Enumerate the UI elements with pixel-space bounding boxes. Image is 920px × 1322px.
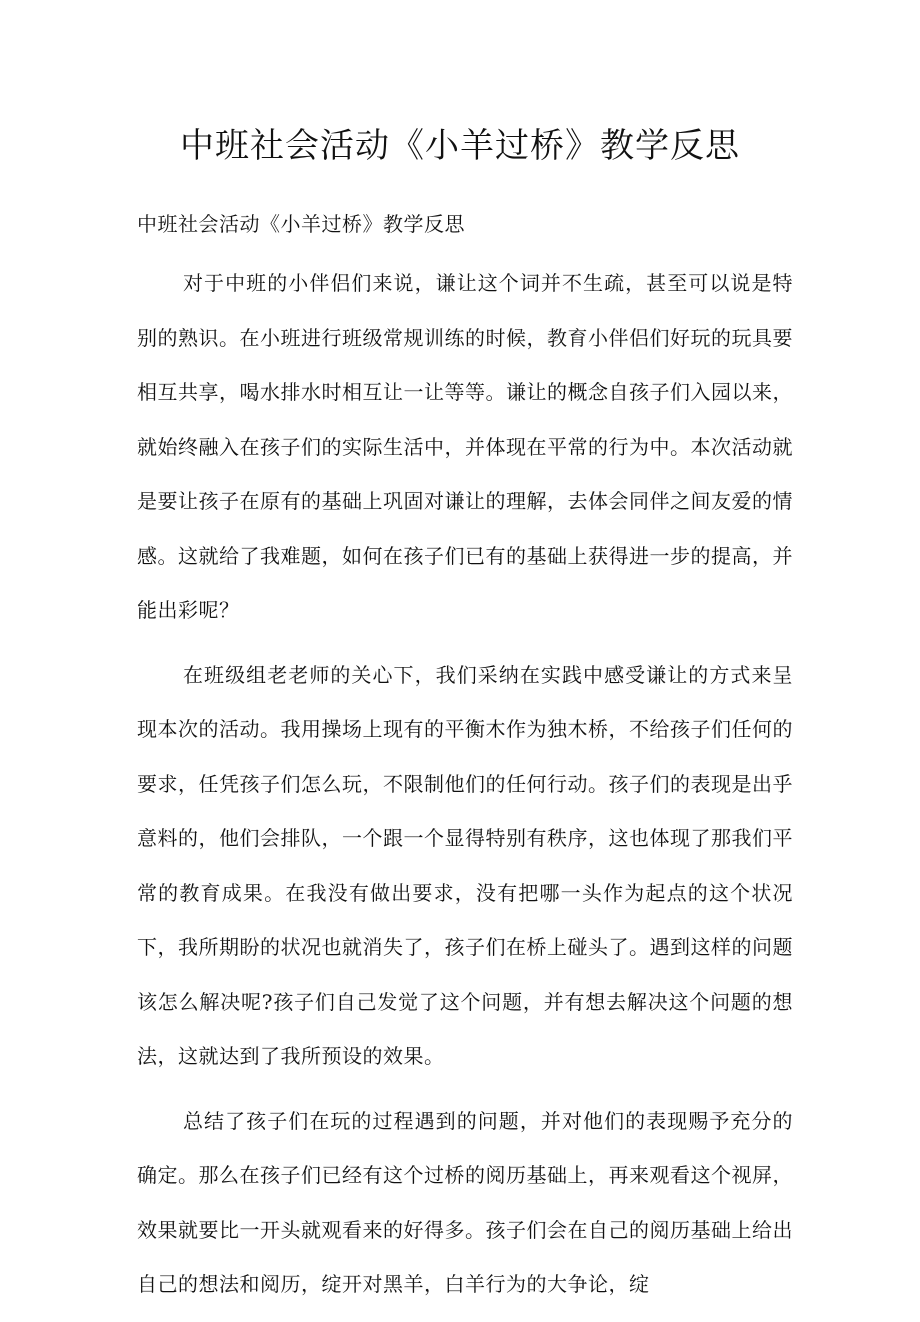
paragraph-2: 在班级组老老师的关心下，我们采纳在实践中感受谦让的方式来呈现本次的活动。我用操场上现有的平衡木作为独木桥，不给孩子们任何的要求，任凭孩子们怎么玩，不限制他们的任何行动。孩子们的表现是出乎意料的，他们会排队，一个跟一个显得特别有秩序，这也体现了那我们平常的教育成果。在我没有做出要求，没有把哪一头作为起点的这个状况下，我所期盼的状况也就消失了，孩子们在桥上碰头了。遇到这样的问题该怎么解决呢?孩子们自己发觉了这个问题，并有想去解决这个问题的想法，这就达到了我所预设的效果。 [137,662,793,1068]
document-body [137,200,793,1322]
document-subtitle: 中班社会活动《小羊过桥》教学反思 [137,212,465,236]
paragraph-3: 总结了孩子们在玩的过程遇到的问题，并对他们的表现赐予充分的确定。那么在孩子们已经有这个过桥的阅历基础上，再来观看这个视屏，效果就要比一开头就观看来的好得多。孩子们会在自己的阅历基础上给出自己的想法和阅历，绽开对黑羊，白羊行为的大争论，绽 [137,1108,793,1296]
paragraph-1: 对于中班的小伴侣们来说，谦让这个词并不生疏，甚至可以说是特别的熟识。在小班进行班级常规训练的时候，教育小伴侣们好玩的玩具要相互共享，喝水排水时相互让一让等等。谦让的概念自孩子们入园以来，就始终融入在孩子们的实际生活中，并体现在平常的行为中。本次活动就是要让孩子在原有的基础上巩固对谦让的理解，去体会同伴之间友爱的情感。这就给了我难题，如何在孩子们已有的基础上获得进一步的提高，并能出彩呢？ [137,271,793,622]
document-title: 中班社会活动《小羊过桥》教学反思 [180,126,740,166]
